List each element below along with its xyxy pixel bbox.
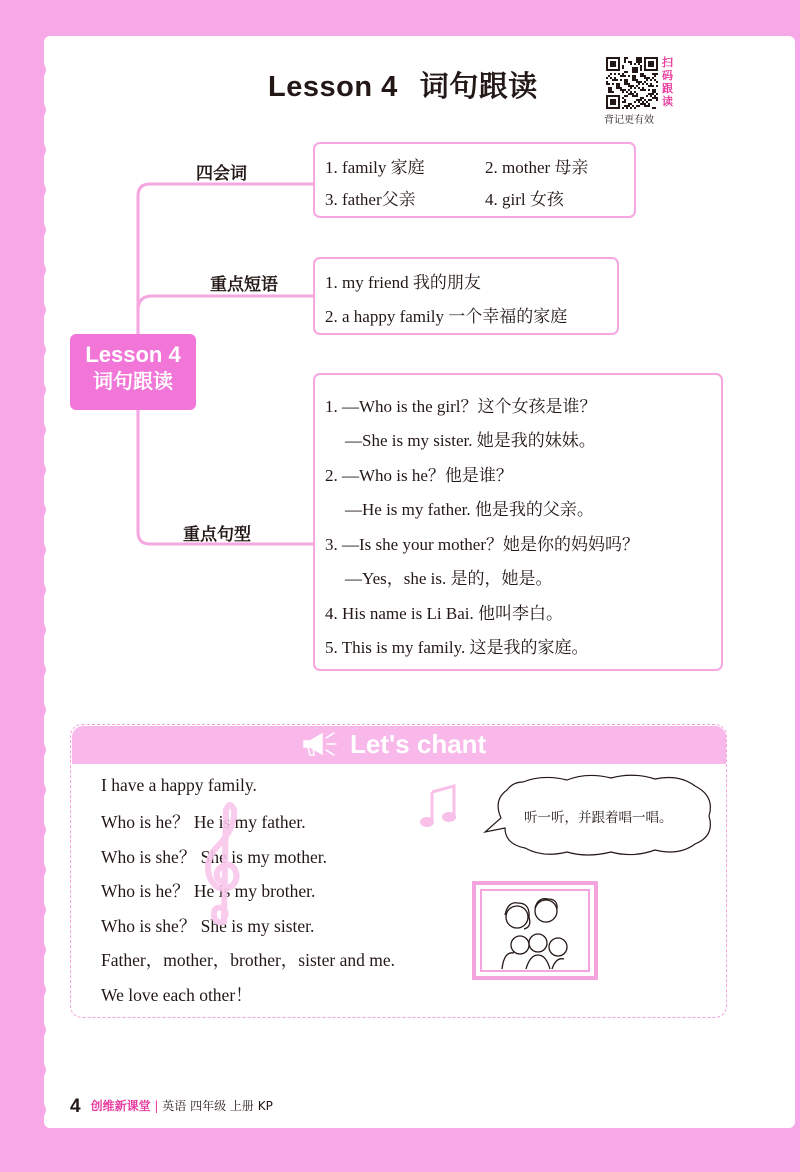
words-box bbox=[313, 142, 636, 218]
title-english: Lesson 4 bbox=[268, 71, 398, 103]
footer-separator: | bbox=[150, 1099, 163, 1113]
sentence-item: —Yes，she is. 是的，她是。 bbox=[345, 569, 553, 588]
sentence-item: —He is my father. 他是我的父亲。 bbox=[345, 500, 594, 519]
sentence-item: 3. —Is she your mother？她是你的妈妈吗？ bbox=[325, 535, 640, 554]
chant-line: Who is he？ He is my brother. bbox=[101, 881, 316, 901]
chant-title: Let's chant bbox=[350, 729, 487, 759]
page-number: 4 bbox=[70, 1096, 81, 1117]
branch-label-phrases: 重点短语 bbox=[210, 275, 278, 295]
mindmap-hub bbox=[70, 334, 196, 410]
page-footer bbox=[70, 1096, 273, 1118]
phrases-box bbox=[313, 257, 619, 335]
family-photo-icon bbox=[472, 881, 598, 980]
branch-label-words: 四会词 bbox=[196, 164, 247, 184]
chant-line: Father，mother，brother，sister and me. bbox=[101, 950, 396, 970]
chant-line: Who is she？ She is my sister. bbox=[101, 916, 315, 936]
chant-line: We love each other！ bbox=[101, 985, 253, 1005]
footer-info: 英语 四年级 上册 KP bbox=[162, 1099, 273, 1113]
frame-wave-left bbox=[0, 0, 60, 1172]
chant-panel bbox=[70, 724, 727, 1018]
sentence-item: —She is my sister. 她是我的妹妹。 bbox=[345, 431, 596, 450]
word-item: 4. girl 女孩 bbox=[485, 190, 564, 209]
sentence-item: 4. His name is Li Bai. 他叫李白。 bbox=[325, 604, 563, 623]
sentences-box bbox=[313, 373, 723, 671]
footer-brand: 创维新课堂 bbox=[90, 1099, 151, 1113]
music-note-icon bbox=[418, 784, 458, 830]
word-item: 3. father父亲 bbox=[325, 190, 416, 209]
hub-title: Lesson 4 bbox=[85, 342, 181, 367]
frame-wave-bottom bbox=[0, 1118, 800, 1172]
sentence-item: 5. This is my family. 这是我的家庭。 bbox=[325, 638, 589, 657]
word-item: 2. mother 母亲 bbox=[485, 158, 589, 177]
branch-label-sentences: 重点句型 bbox=[183, 525, 251, 545]
chant-line: Who is she？ She is my mother. bbox=[101, 847, 328, 867]
qr-code-icon[interactable] bbox=[606, 57, 658, 109]
bubble-text: 听一听，并跟着唱一唱。 bbox=[524, 810, 673, 826]
sentence-item: 2. —Who is he？他是谁？ bbox=[325, 466, 513, 485]
qr-caption: 背记更有效 bbox=[604, 115, 654, 126]
chant-line: Who is he？ He is my father. bbox=[101, 812, 306, 832]
page-title bbox=[268, 64, 538, 105]
phrase-item: 2. a happy family 一个幸福的家庭 bbox=[325, 307, 568, 326]
word-item: 1. family 家庭 bbox=[325, 158, 425, 177]
treble-clef-icon bbox=[200, 800, 246, 930]
title-chinese: 词句跟读 bbox=[419, 69, 538, 103]
megaphone-icon bbox=[300, 728, 344, 760]
qr-side-label: 扫码跟读 bbox=[662, 56, 673, 108]
sentence-item: 1. —Who is the girl？这个女孩是谁？ bbox=[325, 397, 597, 416]
phrase-item: 1. my friend 我的朋友 bbox=[325, 273, 481, 292]
hub-subtitle: 词句跟读 bbox=[93, 369, 173, 393]
chant-line: I have a happy family. bbox=[101, 775, 257, 795]
